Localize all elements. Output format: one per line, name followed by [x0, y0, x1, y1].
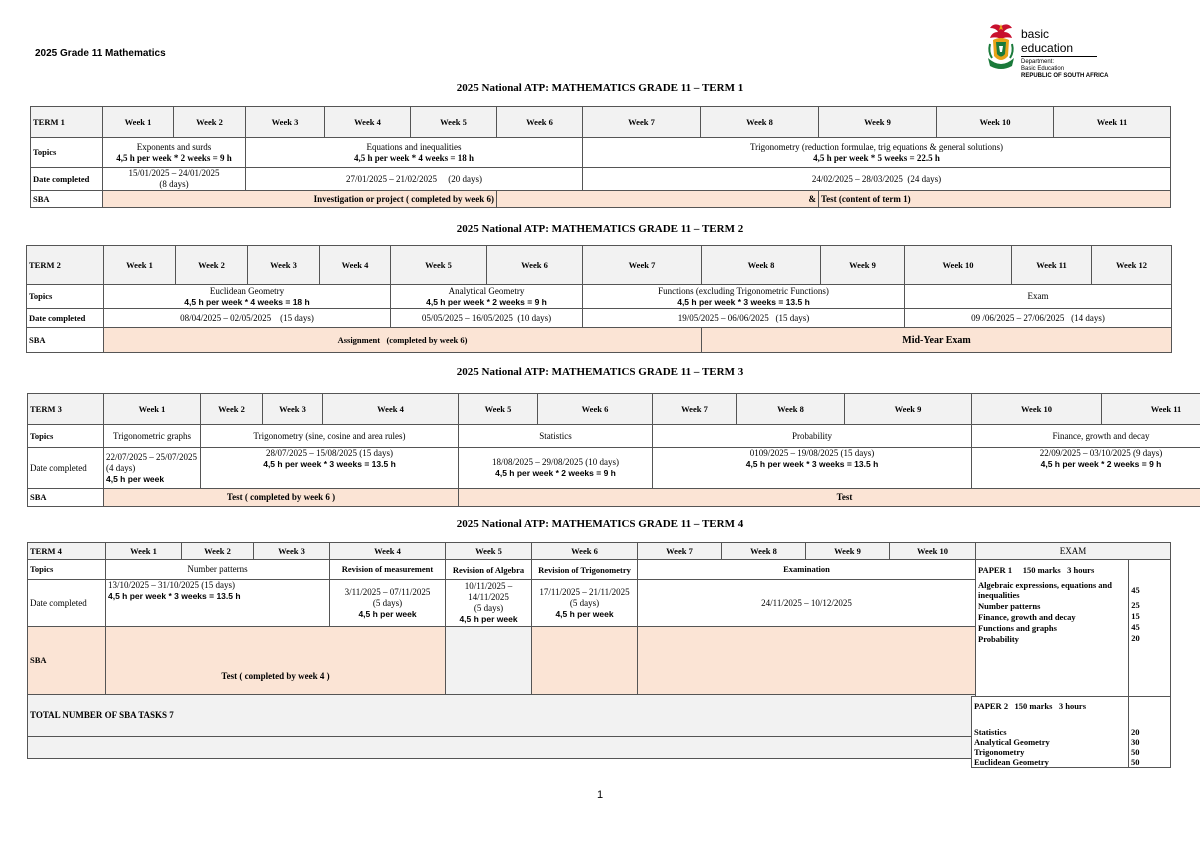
- document-title: 2025 Grade 11 Mathematics: [35, 48, 166, 59]
- week-header: Week 10: [890, 543, 976, 560]
- term-label: TERM 3: [28, 394, 104, 425]
- topics-label: Topics: [27, 285, 104, 309]
- term3-title: 2025 National ATP: MATHEMATICS GRADE 11 – TERM 3: [456, 366, 744, 378]
- paper2-table: [971, 696, 1171, 768]
- date-cell: 28/07/2025 – 15/08/2025 (15 days) 4,5 h per week * 3 weeks = 13.5 h: [201, 448, 459, 489]
- date-cell: 05/05/2025 – 16/05/2025 (10 days): [391, 309, 583, 328]
- week-header: Week 6: [497, 107, 583, 138]
- week-header: Week 2: [182, 543, 254, 560]
- week-header: Week 3: [263, 394, 323, 425]
- paper1-topic: Probability: [976, 633, 1129, 644]
- date-cell: 22/07/2025 – 25/07/2025 (4 days) 4,5 h per week: [104, 448, 201, 489]
- date-cell: 22/09/2025 – 03/10/2025 (9 days) 4,5 h per week * 2 weeks = 9 h: [972, 448, 1200, 489]
- topic-cell: Revision of Algebra: [446, 560, 532, 580]
- paper1-marks: 25: [1131, 600, 1140, 610]
- topic-cell: Trigonometry (sine, cosine and area rules): [201, 425, 459, 448]
- date-cell: 08/04/2025 – 02/05/2025 (15 days): [104, 309, 391, 328]
- date-cell: 15/01/2025 – 24/01/2025 (8 days): [103, 168, 246, 191]
- date-cell: 13/10/2025 – 31/10/2025 (15 days) 4,5 h per week * 3 weeks = 13.5 h: [106, 580, 330, 627]
- sba-label: SBA: [27, 328, 104, 353]
- topic-cell: Number patterns: [106, 560, 330, 580]
- topic-cell: Exam: [905, 285, 1172, 309]
- week-header: Week 4: [320, 246, 391, 285]
- term2-title: 2025 National ATP: MATHEMATICS GRADE 11 – TERM 2: [456, 223, 744, 235]
- topic-cell: Statistics: [459, 425, 653, 448]
- topics-label: Topics: [28, 425, 104, 448]
- term-label: TERM 2: [27, 246, 104, 285]
- sba-label: SBA: [31, 191, 103, 208]
- week-header: Week 1: [103, 107, 174, 138]
- week-header: Week 3: [248, 246, 320, 285]
- sba-task: Test ( completed by week 4 ): [106, 627, 446, 695]
- week-header: Week 5: [391, 246, 487, 285]
- week-header: Week 8: [702, 246, 821, 285]
- term-label: TERM 1: [31, 107, 103, 138]
- week-header: Week 6: [538, 394, 653, 425]
- paper2-marks: 50: [1129, 757, 1171, 768]
- date-cell: 0109/2025 – 19/08/2025 (15 days) 4,5 h per week * 3 weeks = 13.5 h: [653, 448, 972, 489]
- topic-cell: Examination: [638, 560, 976, 580]
- week-header: Week 11: [1012, 246, 1092, 285]
- week-header: Week 11: [1054, 107, 1171, 138]
- blank-row: [28, 737, 976, 759]
- topic-cell: Exponents and surds 4,5 h per week * 2 weeks = 9 h: [103, 138, 246, 168]
- date-label: Date completed: [27, 309, 104, 328]
- term-label: TERM 4: [28, 543, 106, 560]
- sba-task: Test: [459, 489, 1200, 507]
- total-sba-tasks: TOTAL NUMBER OF SBA TASKS 7: [28, 695, 976, 737]
- sba-task: Assignment (completed by week 6): [104, 328, 702, 353]
- week-header: Week 8: [737, 394, 845, 425]
- week-header: Week 2: [176, 246, 248, 285]
- week-header: Week 8: [722, 543, 806, 560]
- week-header: Week 2: [201, 394, 263, 425]
- date-cell: 27/01/2025 – 21/02/2025 (20 days): [246, 168, 583, 191]
- date-cell: 18/08/2025 – 29/08/2025 (10 days) 4,5 h per week * 2 weeks = 9 h: [459, 448, 653, 489]
- topic-cell: Functions (excluding Trigonometric Functions) 4,5 h per week * 3 weeks = 13.5 h: [583, 285, 905, 309]
- topic-cell: Revision of Trigonometry: [532, 560, 638, 580]
- paper2-marks: 50: [1129, 747, 1171, 757]
- paper2-topic: Euclidean Geometry: [972, 757, 1129, 768]
- week-header: Week 8: [701, 107, 819, 138]
- week-header: Week 12: [1092, 246, 1172, 285]
- paper1-marks: 15: [1131, 611, 1140, 621]
- paper1-marks: 20: [1131, 633, 1140, 643]
- paper1-marks: 45: [1131, 622, 1140, 632]
- week-header: Week 9: [806, 543, 890, 560]
- week-header: Week 5: [459, 394, 538, 425]
- exam-header: EXAM: [976, 543, 1171, 560]
- paper2-title: PAPER 2 150 marks 3 hours: [972, 697, 1129, 717]
- topic-cell: Probability: [653, 425, 972, 448]
- topic-cell: Trigonometric graphs: [104, 425, 201, 448]
- sba-empty: [532, 627, 638, 695]
- paper1-title: PAPER 1 150 marks 3 hours: [976, 560, 1129, 580]
- paper2-topic: Statistics: [972, 727, 1129, 737]
- topic-cell: Finance, growth and decay: [972, 425, 1200, 448]
- page-number: 1: [596, 789, 604, 801]
- date-cell: 10/11/2025 – 14/11/2025 (5 days) 4,5 h per week: [446, 580, 532, 627]
- week-header: Week 7: [638, 543, 722, 560]
- week-header: Week 2: [174, 107, 246, 138]
- term2-table: [26, 245, 1172, 353]
- department-logo: basic education Department: Basic Education REPUBLIC OF SOUTH AFRICA: [1021, 27, 1109, 79]
- topic-cell: Analytical Geometry 4,5 h per week * 2 weeks = 9 h: [391, 285, 583, 309]
- week-header: Week 10: [972, 394, 1102, 425]
- topics-label: Topics: [28, 560, 106, 580]
- sba-task: Investigation or project ( completed by week 6): [103, 191, 497, 208]
- date-cell: 24/02/2025 – 28/03/2025 (24 days): [583, 168, 1171, 191]
- week-header: Week 1: [104, 394, 201, 425]
- topic-cell: Euclidean Geometry 4,5 h per week * 4 weeks = 18 h: [104, 285, 391, 309]
- date-label: Date completed: [31, 168, 103, 191]
- paper1-topic: Number patterns: [976, 600, 1129, 611]
- week-header: Week 4: [330, 543, 446, 560]
- week-header: Week 6: [487, 246, 583, 285]
- week-header: Week 9: [845, 394, 972, 425]
- week-header: Week 1: [104, 246, 176, 285]
- paper1-marks: 45: [1131, 584, 1140, 595]
- week-header: Week 5: [411, 107, 497, 138]
- date-label: Date completed: [28, 448, 104, 489]
- paper2-topic: Trigonometry: [972, 747, 1129, 757]
- week-header: Week 5: [446, 543, 532, 560]
- week-header: Week 11: [1102, 394, 1200, 425]
- week-header: Week 3: [246, 107, 325, 138]
- date-cell: 3/11/2025 – 07/11/2025 (5 days) 4,5 h per week: [330, 580, 446, 627]
- topic-cell: Equations and inequalities 4,5 h per week * 4 weeks = 18 h: [246, 138, 583, 168]
- topic-cell: Revision of measurement: [330, 560, 446, 580]
- sba-task: Test (content of term 1): [819, 191, 1171, 208]
- week-header: Week 7: [583, 246, 702, 285]
- sba-task: Mid-Year Exam: [702, 328, 1172, 353]
- date-cell: 24/11/2025 – 10/12/2025: [638, 580, 976, 627]
- week-header: Week 9: [821, 246, 905, 285]
- paper1-topic: Algebraic expressions, equations and inequalities: [976, 580, 1129, 600]
- sba-empty: [446, 627, 532, 695]
- week-header: Week 9: [819, 107, 937, 138]
- week-header: Week 1: [106, 543, 182, 560]
- topics-label: Topics: [31, 138, 103, 168]
- date-cell: 09 /06/2025 – 27/06/2025 (14 days): [905, 309, 1172, 328]
- week-header: Week 4: [323, 394, 459, 425]
- paper1-topic: Finance, growth and decay: [976, 611, 1129, 622]
- sba-ampersand: &: [497, 191, 819, 208]
- paper2-marks: 20: [1129, 727, 1171, 737]
- term1-table: [30, 106, 1171, 208]
- sba-task: Test ( completed by week 6 ): [104, 489, 459, 507]
- paper2-marks: 30: [1129, 737, 1171, 747]
- week-header: Week 10: [905, 246, 1012, 285]
- paper1-topic: Functions and graphs: [976, 622, 1129, 633]
- term1-title: 2025 National ATP: MATHEMATICS GRADE 11 – TERM 1: [456, 82, 744, 94]
- week-header: Week 7: [583, 107, 701, 138]
- sba-label: SBA: [28, 489, 104, 507]
- week-header: Week 10: [937, 107, 1054, 138]
- topic-cell: Trigonometry (reduction formulae, trig equations & general solutions) 4,5 h per week * 5 weeks = 22.5 h: [583, 138, 1171, 168]
- week-header: Week 4: [325, 107, 411, 138]
- term3-table: [27, 393, 1200, 507]
- term4-title: 2025 National ATP: MATHEMATICS GRADE 11 – TERM 4: [456, 518, 744, 530]
- week-header: Week 3: [254, 543, 330, 560]
- week-header: Week 7: [653, 394, 737, 425]
- sba-label: SBA: [28, 627, 106, 695]
- sba-empty: [638, 627, 976, 695]
- date-cell: 19/05/2025 – 06/06/2025 (15 days): [583, 309, 905, 328]
- paper2-topic: Analytical Geometry: [972, 737, 1129, 747]
- date-label: Date completed: [28, 580, 106, 627]
- date-cell: 17/11/2025 – 21/11/2025 (5 days) 4,5 h per week: [532, 580, 638, 627]
- week-header: Week 6: [532, 543, 638, 560]
